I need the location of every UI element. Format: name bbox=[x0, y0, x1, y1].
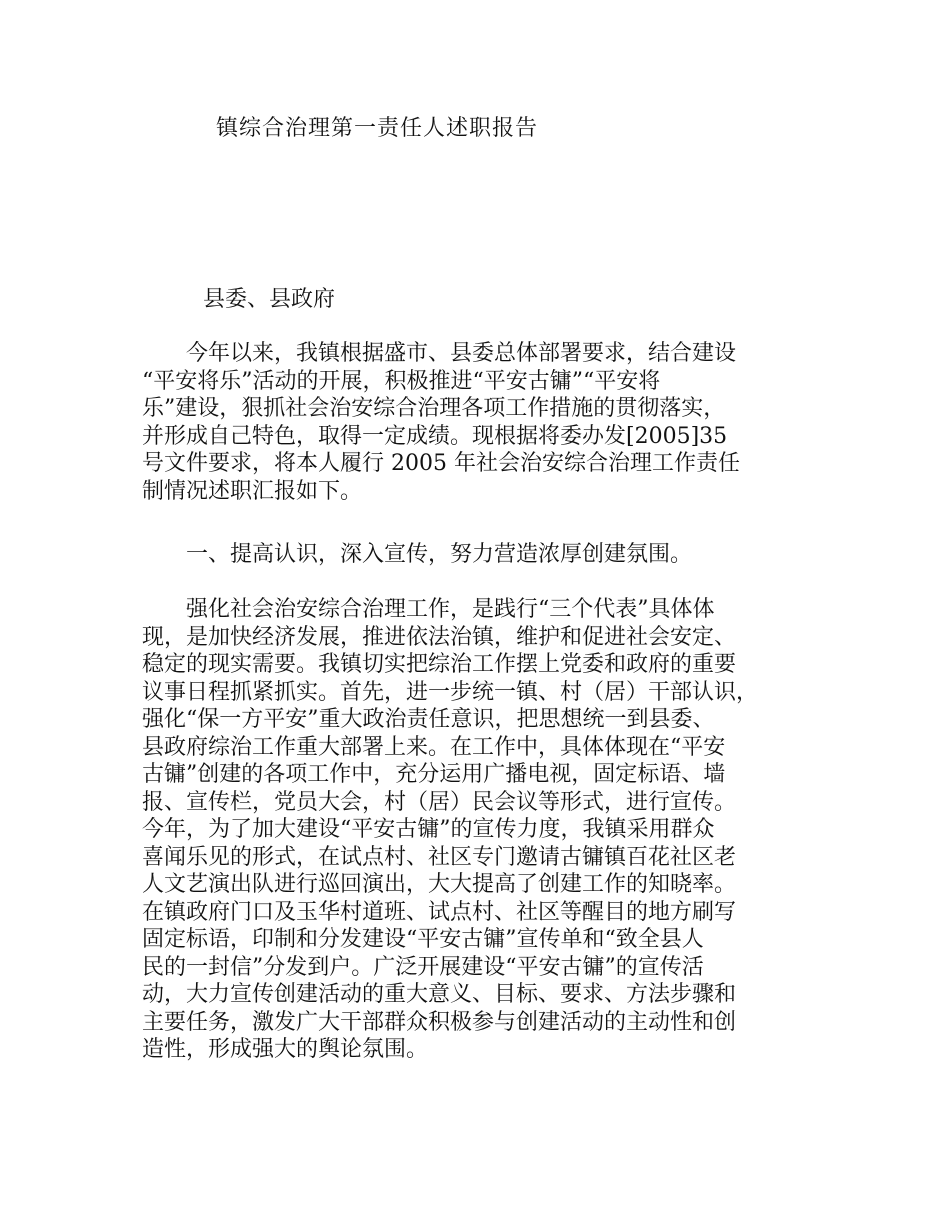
paragraph-line: 报、宣传栏，党员大会，村（居）民会议等形式，进行宣传。 bbox=[142, 789, 737, 815]
paragraph-intro bbox=[142, 340, 832, 505]
salutation: 县委、县政府 bbox=[203, 287, 336, 312]
paragraph-line: 造性，形成强大的舆论氛围。 bbox=[142, 1037, 429, 1062]
document-title: 镇综合治理第一责任人述职报告 bbox=[216, 116, 539, 141]
paragraph-line: 现，是加快经济发展，推进依法治镇，维护和促进社会安定、 bbox=[142, 624, 737, 650]
paragraph-line: 固定标语，印制和分发建设“平安古镛”宣传单和“致全县人 bbox=[142, 927, 704, 952]
paragraph-line: 县政府综治工作重大部署上来。在工作中，具体体现在“平安 bbox=[142, 734, 726, 760]
paragraph-line: “平安将乐”活动的开展，积极推进“平安古镛”“平安将 bbox=[142, 368, 661, 394]
paragraph-line: 制情况述职汇报如下。 bbox=[142, 478, 363, 504]
paragraph-line: 稳定的现实需要。我镇切实把综治工作摆上党委和政府的重要 bbox=[142, 652, 737, 677]
paragraph-line: 民的一封信”分发到户。广泛开展建设“平安古镛”的宣传活 bbox=[142, 954, 704, 980]
paragraph-line: 动，大力宣传创建活动的重大意义、目标、要求、方法步骤和 bbox=[142, 982, 737, 1007]
paragraph-line: 古镛”创建的各项工作中，充分运用广播电视，固定标语、墙 bbox=[142, 762, 726, 787]
paragraph-line: 号文件要求，将本人履行 2005 年社会治安综合治理工作责任 bbox=[142, 451, 740, 476]
paragraph-line: 并形成自己特色，取得一定成绩。现根据将委办发[2005]35 bbox=[142, 423, 728, 449]
paragraph-line: 主要任务，激发广大干部群众积极参与创建活动的主动性和创 bbox=[142, 1009, 737, 1035]
paragraph-line: 今年，为了加大建设“平安古镛”的宣传力度，我镇采用群众 bbox=[142, 817, 715, 842]
paragraph-line: 喜闻乐见的形式，在试点村、社区专门邀请古镛镇百花社区老 bbox=[142, 844, 737, 870]
section-heading-text: 一、提高认识，深入宣传，努力营造浓厚创建氛围。 bbox=[142, 542, 693, 567]
paragraph-line: 在镇政府门口及玉华村道班、试点村、社区等醒目的地方刷写 bbox=[142, 899, 737, 925]
paragraph-line: 议事日程抓紧抓实。首先，进一步统一镇、村（居）干部认识， bbox=[142, 679, 759, 705]
paragraph-line: 乐”建设，狠抓社会治安综合治理各项工作措施的贯彻落实， bbox=[142, 396, 726, 421]
paragraph-line: 人文艺演出队进行巡回演出，大大提高了创建工作的知晓率。 bbox=[142, 872, 737, 897]
section-heading bbox=[142, 541, 832, 569]
paragraph-line: 强化社会治安综合治理工作，是践行“三个代表”具体体 bbox=[142, 597, 715, 622]
paragraph-line: 今年以来，我镇根据盛市、县委总体部署要求，结合建设 bbox=[142, 341, 737, 366]
paragraph-line: 强化“保一方平安”重大政治责任意识，把思想统一到县委、 bbox=[142, 707, 715, 732]
paragraph-section-1 bbox=[142, 596, 832, 1064]
